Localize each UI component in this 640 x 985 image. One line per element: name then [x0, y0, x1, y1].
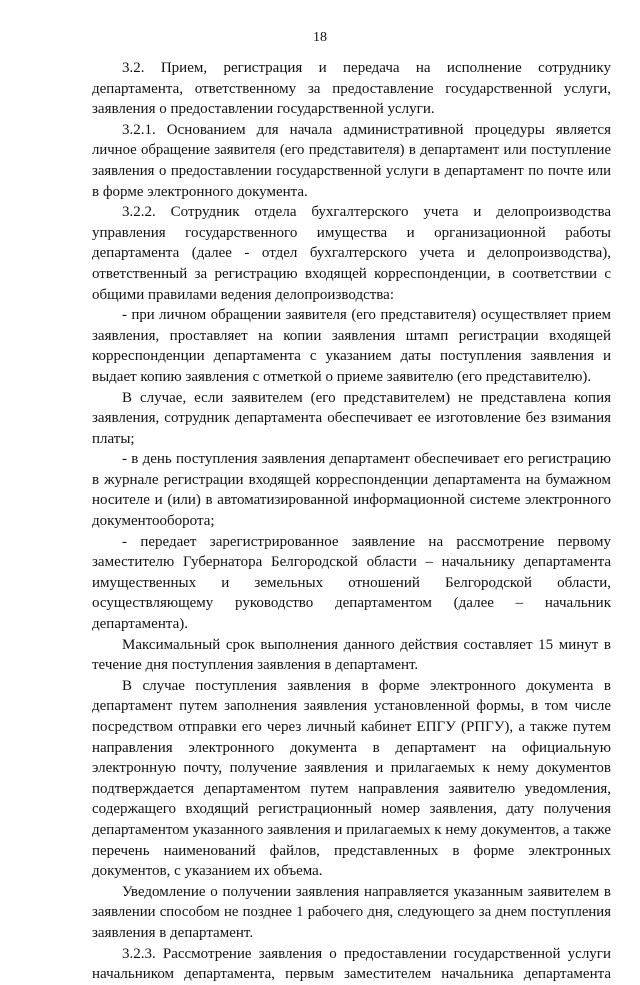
text-line: заявления о предоставлении государственной услуги в департамент по почте или: [92, 162, 611, 179]
text-line: департамент путем заполнения заявления установленной формы, в том числе: [92, 698, 611, 715]
text-line: департамента, ответственному за предоставление государственной услуги,: [92, 80, 611, 97]
text-line: платы;: [92, 430, 135, 447]
text-line: осуществляющему руководство департаментом (далее – начальник: [92, 595, 611, 612]
text-line: электронную почту, получение заявления и прилагаемых к нему документов: [92, 760, 611, 777]
page-number: 18: [313, 30, 327, 45]
text-line: В случае, если заявителем (его представителем) не представлена копия: [122, 389, 611, 406]
text-line: общими правилами ведения делопроизводства:: [92, 286, 394, 303]
text-line: заявлении способом не позднее 1 рабочего дня, следующего за днем поступления: [92, 904, 611, 921]
text-line: документооборота;: [92, 513, 215, 530]
document-body: [92, 58, 611, 985]
text-line: управления государственного имущества и организационной работы: [92, 224, 611, 241]
text-line: Уведомление о получении заявления направляется указанным заявителем в: [122, 883, 611, 900]
text-line: заявления, сотрудник департамента обеспечивает ее изготовление без взимания: [92, 410, 611, 427]
text-line: Максимальный срок выполнения данного действия составляет 15 минут в: [122, 636, 611, 653]
text-line: департамента (далее - отдел бухгалтерского учета и делопроизводства),: [92, 245, 611, 262]
text-line: В случае поступления заявления в форме электронного документа в: [122, 677, 611, 694]
text-line: в форме электронного документа.: [92, 183, 308, 200]
text-line: заявления в департамент.: [92, 924, 254, 941]
text-line: департаментом указанного заявления и прилагаемых к нему документов, а также: [92, 821, 611, 838]
text-line: заместителю Губернатора Белгородской области – начальнику департамента: [92, 554, 611, 571]
text-line: посредством отправки его через личный кабинет ЕПГУ (РПГУ), а также путем: [92, 719, 611, 735]
text-line: заявления о предоставлении государственной услуги.: [92, 101, 435, 118]
text-line: 3.2.2. Сотрудник отдела бухгалтерского учета и делопроизводства: [122, 204, 611, 221]
text-line: имущественных и земельных отношений Белгородской области,: [92, 574, 611, 591]
text-line: документов, с указанием их объема.: [92, 863, 323, 880]
text-line: выдает копию заявления с отметкой о приеме заявителю (его представителю).: [92, 368, 592, 385]
text-line: - при личном обращении заявителя (его представителя) осуществляет прием: [122, 307, 611, 324]
text-line: ответственный за регистрацию входящей корреспонденции, в соответствии с: [92, 265, 611, 282]
text-line: 3.2. Прием, регистрация и передача на исполнение сотруднику: [122, 60, 611, 76]
text-line: департамента).: [92, 616, 188, 633]
text-line: носителе и (или) в автоматизированной информационной системе электронного: [92, 492, 611, 509]
text-line: корреспонденции департамента с указанием даты поступления заявления и: [92, 348, 611, 365]
text-line: подтверждается департаментом путем направления заявителю уведомления,: [92, 780, 611, 797]
text-line: направления электронного документа в департамент на официальную: [92, 739, 611, 756]
text-line: - в день поступления заявления департамент обеспечивает его регистрацию: [122, 451, 611, 468]
text-line: - передает зарегистрированное заявление на рассмотрение первому: [122, 533, 611, 550]
text-line: 3.2.1. Основанием для начала административной процедуры является: [122, 121, 611, 138]
text-line: в журнале регистрации входящей корреспонденции департамента на бумажном: [92, 471, 611, 488]
text-line: заявления, проставляет на копии заявления штамп регистрации входящей: [92, 327, 611, 344]
text-line: перечень наименований файлов, представленных в форме электронных: [92, 842, 611, 859]
text-line: 3.2.3. Рассмотрение заявления о предоставлении государственной услуги: [122, 945, 611, 962]
text-line: начальником департамента, первым заместителем начальника департамента: [92, 966, 611, 983]
text-line: течение дня поступления заявления в департамент.: [92, 657, 419, 674]
text-line: личное обращение заявителя (его представителя) в департамент или поступление: [92, 142, 611, 159]
text-line: содержащего входящий регистрационный номер заявления, дату получения: [92, 801, 611, 818]
